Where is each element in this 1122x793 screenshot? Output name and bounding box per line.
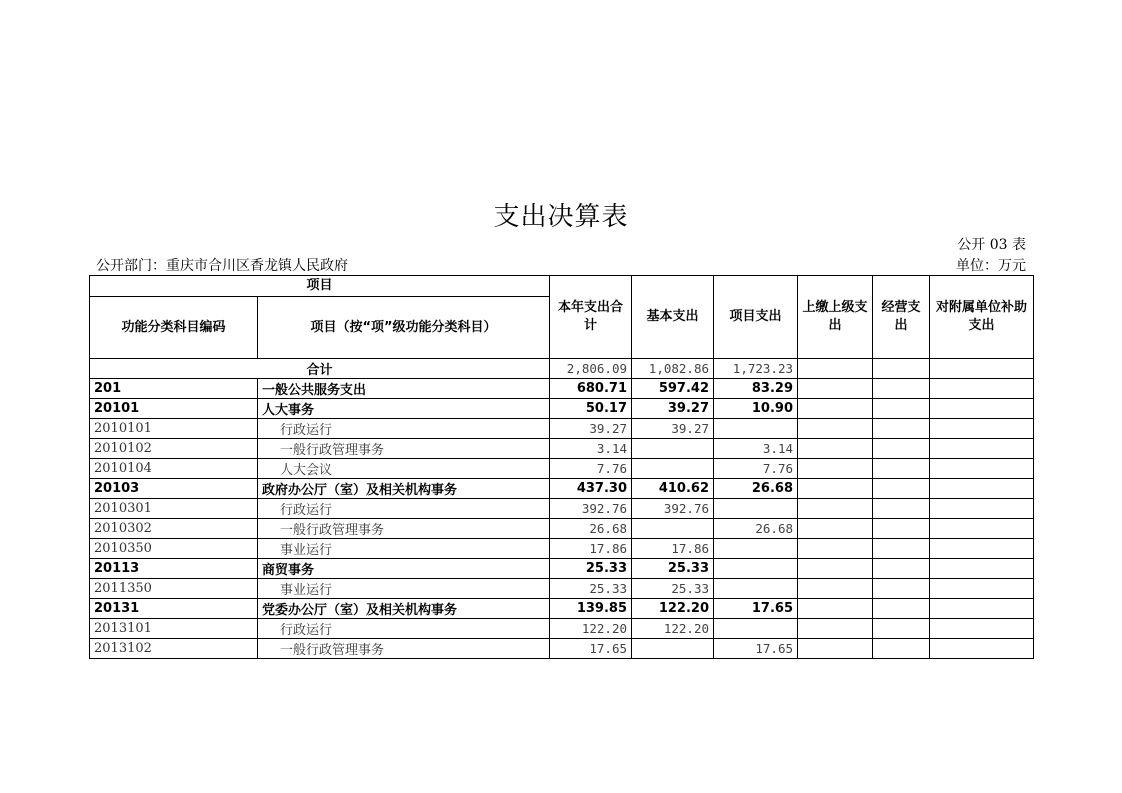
- row-project: 7.76: [714, 459, 798, 479]
- table-row: [90, 499, 1034, 519]
- row-upper: [798, 519, 873, 539]
- row-basic: 25.33: [632, 559, 714, 579]
- row-basic: 597.42: [632, 379, 714, 399]
- row-code: 2011350: [90, 579, 258, 599]
- row-subsidiary: [930, 619, 1034, 639]
- row-project: 3.14: [714, 439, 798, 459]
- total-label: 合计: [90, 359, 550, 379]
- row-subsidiary: [930, 579, 1034, 599]
- row-business: [873, 479, 930, 499]
- table-row: [90, 519, 1034, 539]
- row-name: 行政运行: [258, 619, 550, 639]
- row-total: 25.33: [550, 559, 632, 579]
- row-basic: [632, 459, 714, 479]
- row-project: 17.65: [714, 639, 798, 659]
- form-number: 公开 03 表: [957, 237, 1026, 253]
- row-total: 680.71: [550, 379, 632, 399]
- row-name: 党委办公厅（室）及相关机构事务: [258, 599, 550, 619]
- row-business: [873, 459, 930, 479]
- row-name: 行政运行: [258, 499, 550, 519]
- row-subsidiary: [930, 499, 1034, 519]
- row-name: 商贸事务: [258, 559, 550, 579]
- row-name: 政府办公厅（室）及相关机构事务: [258, 479, 550, 499]
- row-upper: [798, 579, 873, 599]
- row-basic: 25.33: [632, 579, 714, 599]
- row-upper: [798, 619, 873, 639]
- table-row: [90, 559, 1034, 579]
- table-row: [90, 579, 1034, 599]
- row-basic: [632, 439, 714, 459]
- row-code: 20113: [90, 559, 258, 579]
- row-code: 2010101: [90, 419, 258, 439]
- row-total: 17.65: [550, 639, 632, 659]
- total-business: [873, 359, 930, 379]
- header-subsidiary: 对附属单位补助支出: [930, 276, 1034, 359]
- row-business: [873, 559, 930, 579]
- row-business: [873, 519, 930, 539]
- row-project: 83.29: [714, 379, 798, 399]
- row-code: 2010350: [90, 539, 258, 559]
- row-total: 7.76: [550, 459, 632, 479]
- table-row: [90, 619, 1034, 639]
- table-row: [90, 479, 1034, 499]
- row-basic: 17.86: [632, 539, 714, 559]
- row-project: 17.65: [714, 599, 798, 619]
- row-total: 50.17: [550, 399, 632, 419]
- table-row: [90, 539, 1034, 559]
- row-code: 2013102: [90, 639, 258, 659]
- row-business: [873, 599, 930, 619]
- row-business: [873, 539, 930, 559]
- row-project: 10.90: [714, 399, 798, 419]
- table-row: [90, 439, 1034, 459]
- row-name: 一般行政管理事务: [258, 639, 550, 659]
- table-row: [90, 639, 1034, 659]
- row-business: [873, 639, 930, 659]
- row-code: 2010302: [90, 519, 258, 539]
- row-project: [714, 559, 798, 579]
- row-subsidiary: [930, 639, 1034, 659]
- page-title: 支出决算表: [493, 202, 629, 232]
- row-name: 事业运行: [258, 539, 550, 559]
- row-business: [873, 419, 930, 439]
- row-code: 201: [90, 379, 258, 399]
- row-upper: [798, 459, 873, 479]
- total-sum: 2,806.09: [550, 359, 632, 379]
- row-code: 20101: [90, 399, 258, 419]
- total-upper: [798, 359, 873, 379]
- row-name: 一般行政管理事务: [258, 519, 550, 539]
- header-code: 功能分类科目编码: [90, 297, 258, 359]
- row-total: 139.85: [550, 599, 632, 619]
- row-basic: 392.76: [632, 499, 714, 519]
- row-code: 2010102: [90, 439, 258, 459]
- header-upper: 上缴上级支出: [798, 276, 873, 359]
- row-project: [714, 619, 798, 639]
- table-row: [90, 599, 1034, 619]
- total-row: [90, 359, 1034, 379]
- row-total: 437.30: [550, 479, 632, 499]
- row-name: 事业运行: [258, 579, 550, 599]
- row-upper: [798, 499, 873, 519]
- row-upper: [798, 559, 873, 579]
- header-project: 项目支出: [714, 276, 798, 359]
- row-upper: [798, 419, 873, 439]
- row-project: 26.68: [714, 479, 798, 499]
- row-subsidiary: [930, 559, 1034, 579]
- row-project: 26.68: [714, 519, 798, 539]
- row-subsidiary: [930, 399, 1034, 419]
- row-code: 2010104: [90, 459, 258, 479]
- row-upper: [798, 399, 873, 419]
- row-subsidiary: [930, 379, 1034, 399]
- row-upper: [798, 639, 873, 659]
- row-total: 17.86: [550, 539, 632, 559]
- row-code: 20103: [90, 479, 258, 499]
- row-upper: [798, 539, 873, 559]
- row-project: [714, 539, 798, 559]
- header-basic: 基本支出: [632, 276, 714, 359]
- row-total: 392.76: [550, 499, 632, 519]
- row-basic: [632, 639, 714, 659]
- row-subsidiary: [930, 439, 1034, 459]
- row-business: [873, 379, 930, 399]
- row-subsidiary: [930, 479, 1034, 499]
- row-total: 26.68: [550, 519, 632, 539]
- row-basic: [632, 519, 714, 539]
- row-project: [714, 579, 798, 599]
- row-code: 2013101: [90, 619, 258, 639]
- row-upper: [798, 479, 873, 499]
- table-row: [90, 459, 1034, 479]
- unit-label: 单位：万元: [956, 258, 1026, 274]
- header-name: 项目（按“项”级功能分类科目）: [258, 297, 550, 359]
- row-subsidiary: [930, 539, 1034, 559]
- row-basic: 410.62: [632, 479, 714, 499]
- row-basic: 39.27: [632, 419, 714, 439]
- expenditure-table: [89, 275, 1034, 659]
- row-total: 25.33: [550, 579, 632, 599]
- row-basic: 39.27: [632, 399, 714, 419]
- row-project: [714, 419, 798, 439]
- row-business: [873, 499, 930, 519]
- total-basic: 1,082.86: [632, 359, 714, 379]
- row-name: 行政运行: [258, 419, 550, 439]
- row-subsidiary: [930, 459, 1034, 479]
- row-subsidiary: [930, 419, 1034, 439]
- row-upper: [798, 439, 873, 459]
- row-business: [873, 579, 930, 599]
- total-project: 1,723.23: [714, 359, 798, 379]
- row-subsidiary: [930, 599, 1034, 619]
- header-business: 经营支出: [873, 276, 930, 359]
- department-label: 公开部门：重庆市合川区香龙镇人民政府: [96, 258, 348, 274]
- row-subsidiary: [930, 519, 1034, 539]
- row-name: 人大会议: [258, 459, 550, 479]
- row-name: 人大事务: [258, 399, 550, 419]
- row-basic: 122.20: [632, 599, 714, 619]
- row-name: 一般行政管理事务: [258, 439, 550, 459]
- table-row: [90, 419, 1034, 439]
- table-row: [90, 399, 1034, 419]
- row-upper: [798, 599, 873, 619]
- row-name: 一般公共服务支出: [258, 379, 550, 399]
- total-subsidiary: [930, 359, 1034, 379]
- row-upper: [798, 379, 873, 399]
- row-business: [873, 619, 930, 639]
- row-project: [714, 499, 798, 519]
- row-code: 20131: [90, 599, 258, 619]
- header-total: 本年支出合计: [550, 276, 632, 359]
- row-total: 122.20: [550, 619, 632, 639]
- row-code: 2010301: [90, 499, 258, 519]
- row-total: 39.27: [550, 419, 632, 439]
- row-business: [873, 399, 930, 419]
- row-business: [873, 439, 930, 459]
- table-row: [90, 379, 1034, 399]
- row-total: 3.14: [550, 439, 632, 459]
- row-basic: 122.20: [632, 619, 714, 639]
- header-project-group: 项目: [90, 276, 550, 297]
